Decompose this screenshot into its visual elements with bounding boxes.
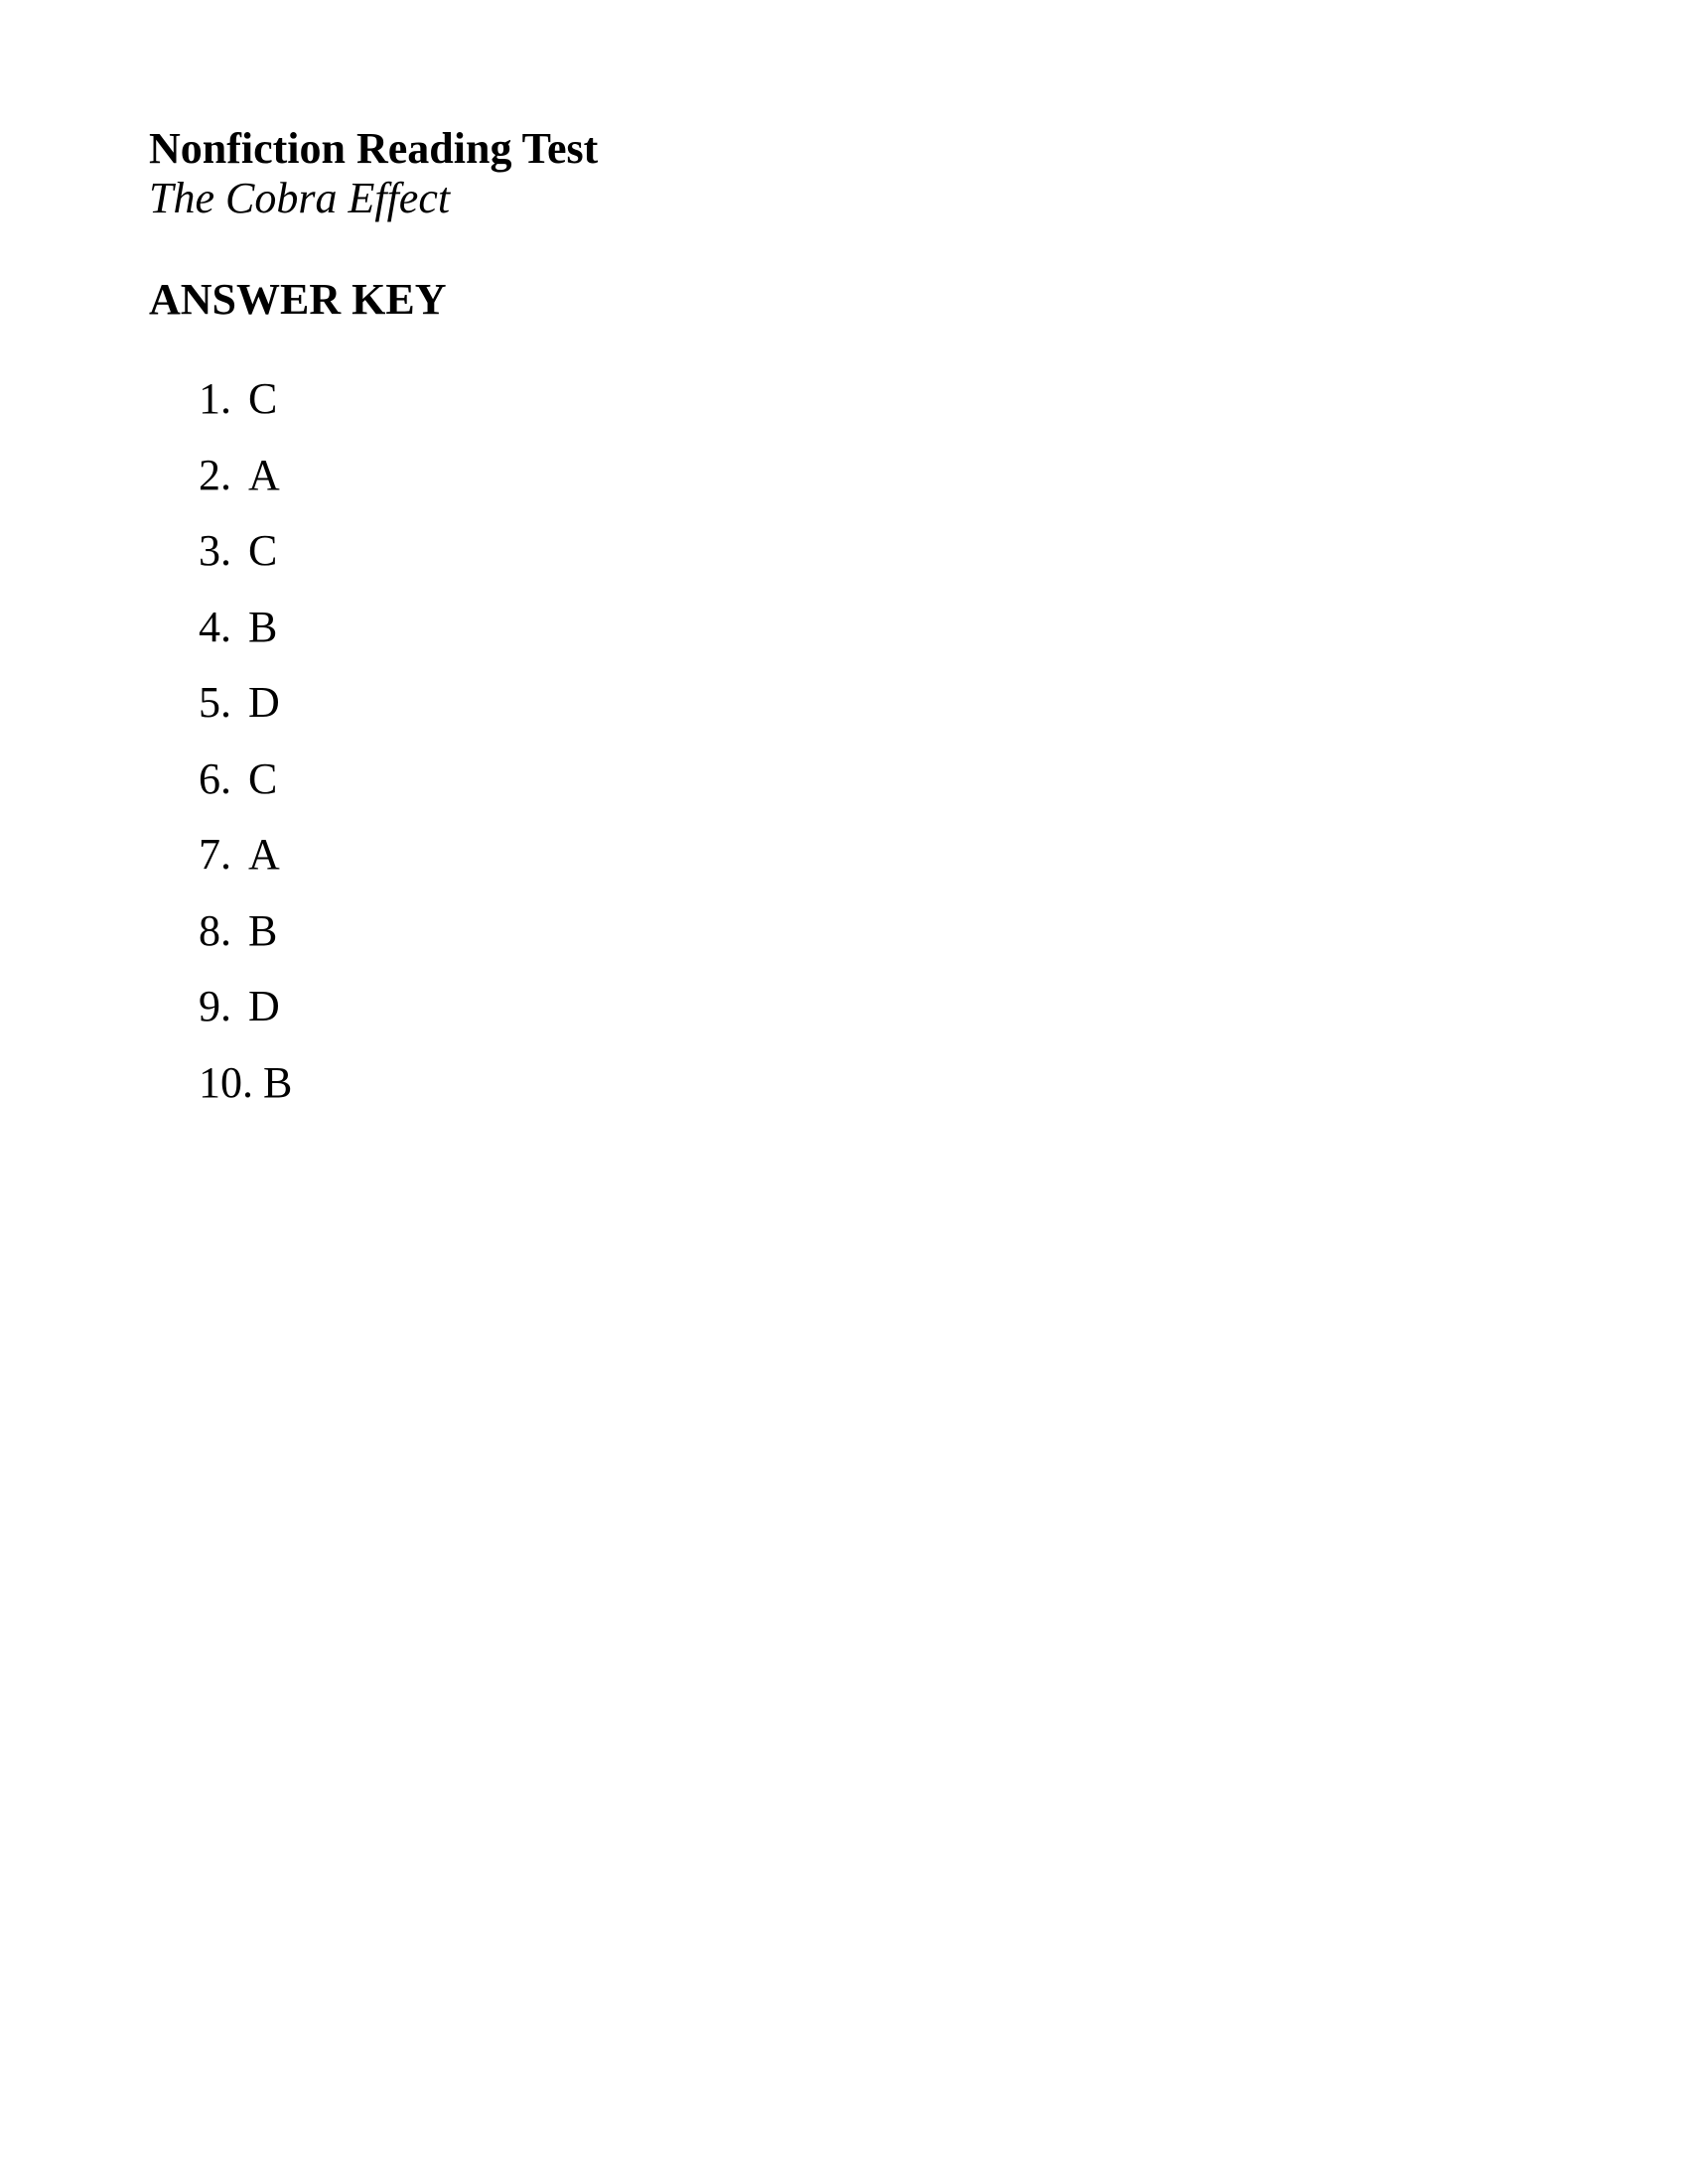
answer-number: 2. [199,450,231,499]
answer-number: 1. [199,374,231,423]
answer-item [199,374,1539,424]
answer-item [199,1058,1539,1108]
answer-item [199,526,1539,576]
answer-list [149,374,1539,1108]
answer-number: 7. [199,830,231,879]
answer-number: 4. [199,602,231,651]
answer-number: 9. [199,982,231,1030]
answer-number: 6. [199,753,231,803]
answer-letter: D [248,982,280,1030]
document-title: Nonfiction Reading Test [149,124,599,173]
answer-item [199,830,1539,880]
answer-item [199,451,1539,500]
answer-item [199,603,1539,652]
answer-number: 5. [199,678,231,727]
answer-number: 3. [199,526,231,575]
answer-letter: C [248,374,278,423]
answer-number: 10. [199,1057,253,1107]
answer-letter: A [248,830,280,879]
answer-number: 8. [199,905,231,955]
answer-item [199,982,1539,1031]
answer-letter: A [248,450,280,499]
answer-letter: B [248,905,278,955]
answer-item [199,678,1539,728]
answer-letter: B [248,602,278,651]
answer-letter: C [248,753,278,803]
answer-item [199,906,1539,956]
answer-item [199,754,1539,804]
document-page [149,124,1539,1134]
answer-letter: C [248,526,278,575]
answer-letter: B [263,1057,293,1107]
document-subtitle: The Cobra Effect [149,174,451,222]
answer-letter: D [248,678,280,727]
answer-key-heading: ANSWER KEY [149,275,447,324]
